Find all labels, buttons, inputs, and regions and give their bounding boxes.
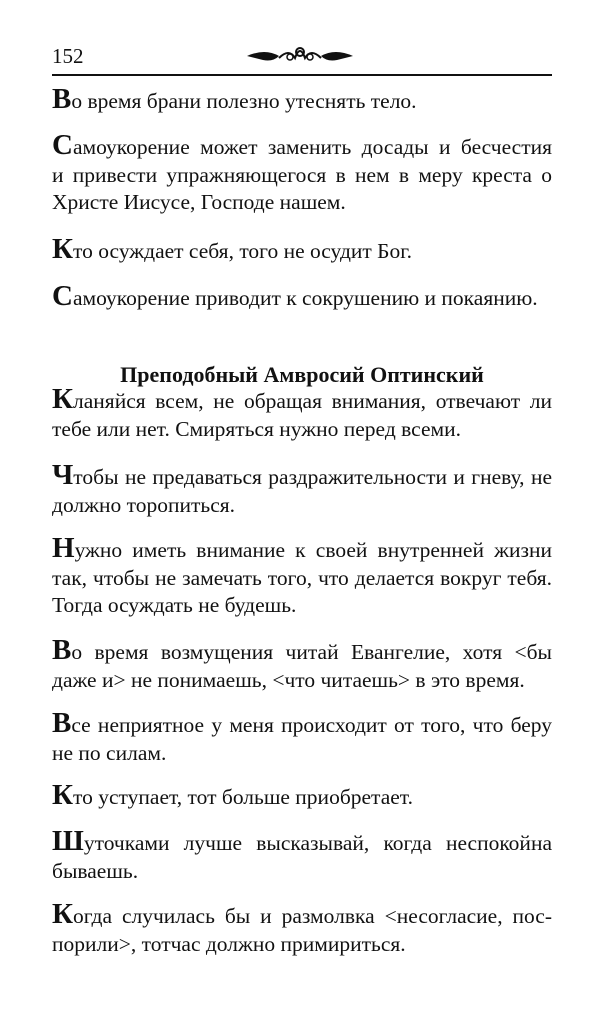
text-line bbox=[52, 280, 552, 313]
text-line bbox=[52, 233, 552, 266]
paragraph bbox=[52, 707, 552, 767]
text-line bbox=[52, 492, 552, 520]
line-text: то осуждает себя, того не осудит Бог. bbox=[73, 239, 413, 263]
ornament-icon bbox=[245, 40, 355, 68]
text-line bbox=[52, 532, 552, 565]
line-text: тебе или нет. Смиряться нужно перед всеми. bbox=[52, 416, 461, 441]
drop-cap: К bbox=[52, 233, 74, 265]
line-text: амоукорение может заменить досады и бесчестия bbox=[72, 135, 552, 159]
paragraph bbox=[52, 459, 552, 519]
paragraph bbox=[52, 129, 552, 217]
text-line bbox=[52, 129, 552, 162]
paragraph bbox=[52, 383, 552, 443]
line-text: Христе Иисусе, Господе нашем. bbox=[52, 190, 346, 214]
drop-cap: Ш bbox=[52, 825, 84, 857]
line-text: то уступает, тот больше приобретает. bbox=[73, 785, 413, 809]
text-line bbox=[52, 634, 552, 667]
line-text: ланяйся всем, не обращая внимания, отвечают ли bbox=[73, 389, 552, 413]
text-line bbox=[52, 383, 552, 416]
drop-cap: В bbox=[52, 707, 72, 739]
line-text: о время возмущения читай Евангелие, хотя <бы bbox=[71, 640, 552, 664]
text-line bbox=[52, 825, 552, 858]
text-line bbox=[52, 565, 552, 593]
text-line bbox=[52, 707, 552, 740]
text-line bbox=[52, 189, 552, 217]
line-text: огда случилась бы и размолвка <несогласие, пос- bbox=[73, 904, 552, 928]
text-line bbox=[52, 83, 552, 116]
header-rule bbox=[52, 74, 552, 76]
drop-cap: К bbox=[52, 898, 74, 930]
line-text: и привести упражняющегося в нем в меру креста о bbox=[52, 162, 552, 187]
text-line bbox=[52, 779, 552, 812]
line-text: ужно иметь внимание к своей внутренней жизни bbox=[74, 538, 552, 562]
text-line bbox=[52, 416, 552, 444]
paragraph bbox=[52, 634, 552, 694]
paragraph bbox=[52, 825, 552, 885]
line-text: должно торопиться. bbox=[52, 492, 236, 517]
paragraph bbox=[52, 280, 552, 313]
text-line bbox=[52, 931, 552, 959]
section-heading: Преподобный Амвросий Оптинский bbox=[120, 362, 484, 387]
line-text: не по силам. bbox=[52, 740, 167, 765]
line-text: тобы не предаваться раздражительности и гневу, не bbox=[73, 465, 552, 489]
line-text: амоукорение приводит к сокрушению и покаянию. bbox=[72, 286, 538, 310]
paragraph bbox=[52, 233, 552, 266]
line-text: так, чтобы не замечать того, что делается вокруг тебя. bbox=[52, 565, 552, 590]
drop-cap: В bbox=[52, 83, 72, 115]
text-line bbox=[52, 740, 552, 768]
line-text: о время брани полезно утеснять тело. bbox=[71, 89, 417, 113]
line-text: порили>, тотчас должно примириться. bbox=[52, 931, 406, 956]
page-number: 152 bbox=[52, 44, 84, 68]
text-line bbox=[52, 667, 552, 695]
drop-cap: К bbox=[52, 779, 74, 811]
drop-cap: С bbox=[52, 129, 73, 161]
line-text: уточками лучше высказывай, когда неспокойна bbox=[83, 831, 552, 855]
paragraph bbox=[52, 532, 552, 620]
text-line bbox=[52, 858, 552, 886]
text-line bbox=[52, 592, 552, 620]
paragraph bbox=[52, 779, 552, 812]
drop-cap: С bbox=[52, 280, 73, 312]
text-line bbox=[52, 898, 552, 931]
line-text: бываешь. bbox=[52, 858, 139, 883]
text-line bbox=[52, 459, 552, 492]
line-text: се неприятное у меня происходит от того, что беру bbox=[71, 713, 552, 737]
drop-cap: Н bbox=[52, 532, 75, 564]
line-text: Тогда осуждать не будешь. bbox=[52, 593, 297, 617]
text-line bbox=[52, 162, 552, 190]
line-text: даже и> не понимаешь, <что читаешь> в это время. bbox=[52, 667, 525, 692]
drop-cap: В bbox=[52, 634, 72, 666]
drop-cap: Ч bbox=[52, 459, 74, 491]
paragraph bbox=[52, 898, 552, 958]
drop-cap: К bbox=[52, 383, 74, 415]
paragraph bbox=[52, 83, 552, 116]
